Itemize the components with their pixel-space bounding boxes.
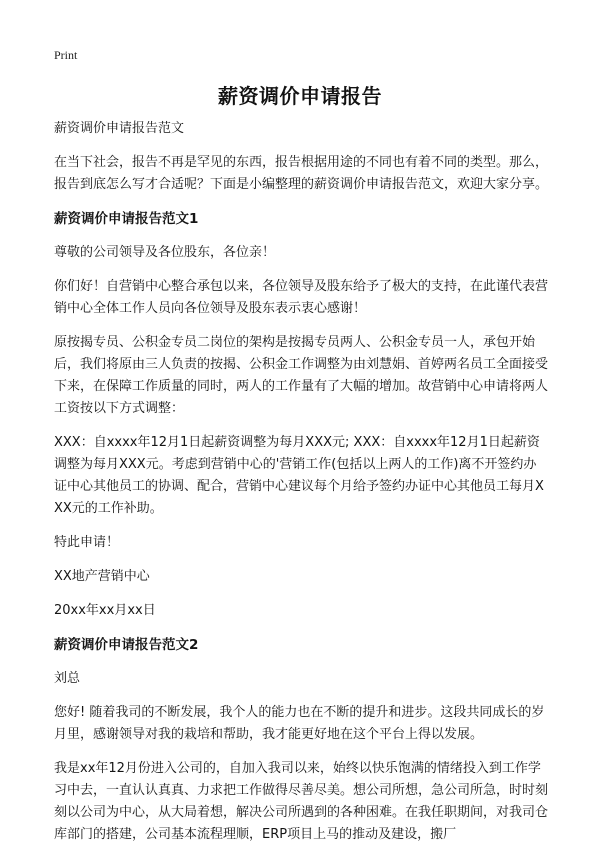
sample1-paragraph-1: 你们好！自营销中心整合承包以来，各位领导及股东给予了极大的支持，在此谨代表营销中心全体工作人员向各位领导及股东表示衷心感谢！	[54, 279, 549, 316]
document-subtitle: 薪资调价申请报告范文	[54, 121, 185, 136]
sample1-paragraph-3: XXX：自xxxx年12月1日起薪资调整为每月XXX元; XXX：自xxxx年12月1日起薪资调整为每月XXX元。考虑到营销中心的'营销工作(包括以上两人的工作)离不开签约办证中心其他员工的协调、配合，营销中心建议每个月给予签约办证中心其他员工每月XXX元的工作补助。	[54, 435, 544, 516]
sample1-paragraph-2: 原按揭专员、公积金专员二岗位的架构是按揭专员两人、公积金专员一人，承包开始后，我们将原由三人负责的按揭、公积金工作调整为由刘慧娟、首婷两名员工全面接受下来，在保障工作质量的同时，两人的工作量有了大幅的增加。故营销中心申请将两人工资按以下方式调整：	[54, 335, 549, 416]
sample2-paragraph-1: 您好! 随着我司的不断发展，我个人的能力也在不断的提升和进步。这段共同成长的岁月里，感谢领导对我的栽培和帮助，我才能更好地在这个平台上得以发展。	[54, 705, 545, 742]
intro-paragraph: 在当下社会，报告不再是罕见的东西，报告根据用途的不同也有着不同的类型。那么，报告到底怎么写才合适呢？下面是小编整理的薪资调价申请报告范文，欢迎大家分享。	[54, 155, 549, 192]
sample2-greeting: 刘总	[54, 671, 81, 686]
sample2-heading: 薪资调价申请报告范文2	[54, 637, 199, 653]
sample1-closing: 特此申请！	[54, 535, 120, 550]
sample1-heading: 薪资调价申请报告范文1	[54, 211, 199, 227]
sample1-date: 20xx年xx月xx日	[54, 603, 156, 618]
document-body	[54, 118, 548, 858]
page-title: 薪资调价申请报告	[218, 84, 382, 108]
sample1-greeting: 尊敬的公司领导及各位股东，各位亲！	[54, 245, 276, 260]
sample2-paragraph-2: 我是xx年12月份进入公司的，自加入我司以来，始终以快乐饱满的情绪投入到工作学习中去，一直认认真真、力求把工作做得尽善尽美。想公司所想，急公司所急，时时刻刻以公司为中心，从大局着想，解决公司所遇到的各种困难。在我任职期间，对我司仓库部门的搭建，公司基本流程理顺，ERP项目上马的推动及建设，搬厂	[54, 761, 549, 842]
sample1-organization: XX地产营销中心	[54, 569, 150, 584]
print-label: Print	[54, 48, 78, 62]
